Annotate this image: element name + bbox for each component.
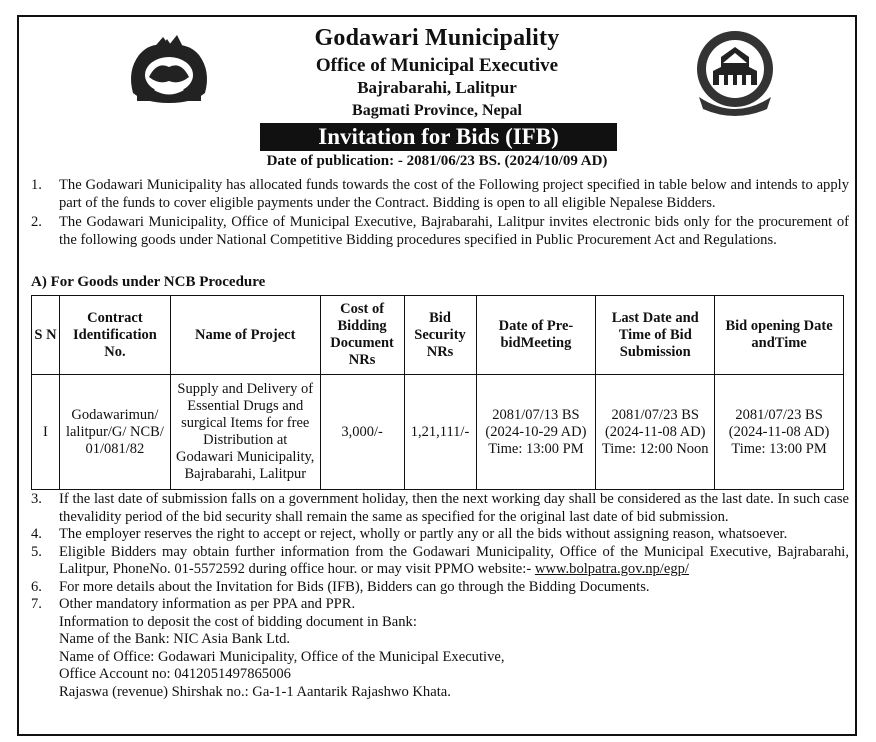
cell-last-date: 2081/07/23 BS (2024-11-08 AD) Time: 12:00 Noon xyxy=(596,375,715,490)
col-header-opening: Bid opening Date andTime xyxy=(715,296,844,375)
cell-prebid: 2081/07/13 BS (2024-10-29 AD) Time: 13:00 PM xyxy=(476,375,596,490)
ifb-notice xyxy=(17,15,857,736)
note-7 xyxy=(31,596,849,701)
account-number-line: Office Account no: 0412051497865006 xyxy=(59,666,291,682)
publication-date: Date of publication: - 2081/06/23 BS. (2024/10/09 AD) xyxy=(266,153,608,169)
item-number: 2. xyxy=(31,214,42,230)
notes-list xyxy=(31,491,849,701)
bid-table xyxy=(31,295,844,490)
item-number: 1. xyxy=(31,177,42,193)
notice-title: Invitation for Bids (IFB) xyxy=(260,123,617,151)
note-4 xyxy=(31,526,849,544)
office-name: Office of Municipal Executive xyxy=(315,55,559,76)
item-text: If the last date of submission falls on a government holiday, then the next working day shall be considered as the last date. In such case thevalidity period of the bid security shall remain the same as specified for the original last date of bid submission. xyxy=(59,491,849,525)
item-text xyxy=(59,544,849,579)
item-text: For more details about the Invitation for Bids (IFB), Bidders can go through the Bidding Documents. xyxy=(59,578,650,595)
cell-contract-id: Godawarimun/ lalitpur/G/ NCB/ 01/081/82 xyxy=(59,375,170,490)
note-6 xyxy=(31,579,849,597)
item-text xyxy=(59,596,849,701)
org-name: Godawari Municipality xyxy=(314,25,560,51)
cell-cost: 3,000/- xyxy=(320,375,404,490)
bank-deposit-info-line: Information to deposit the cost of bidding document in Bank: xyxy=(59,613,417,630)
bank-name-line: Name of the Bank: NIC Asia Bank Ltd. xyxy=(59,631,291,647)
col-header-contract-id: Contract Identification No. xyxy=(59,296,170,375)
revenue-heading-line: Rajaswa (revenue) Shirshak no.: Ga-1-1 Aantarik Rajashwo Khata. xyxy=(59,683,451,700)
item-number: 3. xyxy=(31,491,42,507)
cell-opening: 2081/07/23 BS (2024-11-08 AD) Time: 13:00 PM xyxy=(715,375,844,490)
cell-security: 1,21,111/- xyxy=(404,375,476,490)
office-location: Bajrabarahi, Lalitpur xyxy=(357,78,517,97)
col-header-sn: S N xyxy=(32,296,60,375)
mandatory-info-line: Other mandatory information as per PPA and PPR. xyxy=(59,596,356,612)
table-header-row xyxy=(32,296,844,375)
item-number: 4. xyxy=(31,526,42,542)
item-text: The Godawari Municipality, Office of Municipal Executive, Bajrabarahi, Lalitpur invites electronic bids only for the procurement of the following goods under National Competitive Bidding procedures specified in Public Procurement Act and Regulations. xyxy=(59,214,849,248)
col-header-project: Name of Project xyxy=(170,296,320,375)
intro-paragraph-2 xyxy=(31,214,849,249)
item-number: 6. xyxy=(31,578,42,595)
col-header-security: Bid Security NRs xyxy=(404,296,476,375)
note-3 xyxy=(31,491,849,526)
cell-sn: I xyxy=(32,375,60,490)
item-text: The employer reserves the right to accept or reject, wholly or partly any or all the bids without assigning reason, whatsoever. xyxy=(59,526,788,542)
col-header-cost: Cost of Bidding Document NRs xyxy=(320,296,404,375)
item-text: The Godawari Municipality has allocated funds towards the cost of the Following project specified in table below and intends to apply part of the funds to cover eligible payments under the Contract. Bidding is open to all eligible Nepalese Bidders. xyxy=(59,177,849,211)
item-number: 7. xyxy=(31,596,42,612)
col-header-last-date: Last Date and Time of Bid Submission xyxy=(596,296,715,375)
col-header-prebid: Date of Pre-bidMeeting xyxy=(476,296,596,375)
table-row xyxy=(32,375,844,490)
note-5 xyxy=(31,544,849,579)
item-number: 5. xyxy=(31,543,42,560)
ppmo-website-link[interactable]: www.bolpatra.gov.np/egp/ xyxy=(534,561,689,577)
section-title: A) For Goods under NCB Procedure xyxy=(31,274,266,290)
note-5-text: Eligible Bidders may obtain further information from the Godawari Municipality, Office of the Municipal Executive, Bajrabarahi, Lalitpur, PhoneNo. 01-5572592 during office hour. or may visit PPMO website:- xyxy=(59,543,849,577)
intro-paragraph-1 xyxy=(31,177,849,212)
office-name-line: Name of Office: Godawari Municipality, Office of the Municipal Executive, xyxy=(59,648,505,665)
cell-project: Supply and Delivery of Essential Drugs and surgical Items for free Distribution at Godawari Municipality, Bajrabarahi, Lalitpur xyxy=(170,375,320,490)
province: Bagmati Province, Nepal xyxy=(352,102,522,119)
